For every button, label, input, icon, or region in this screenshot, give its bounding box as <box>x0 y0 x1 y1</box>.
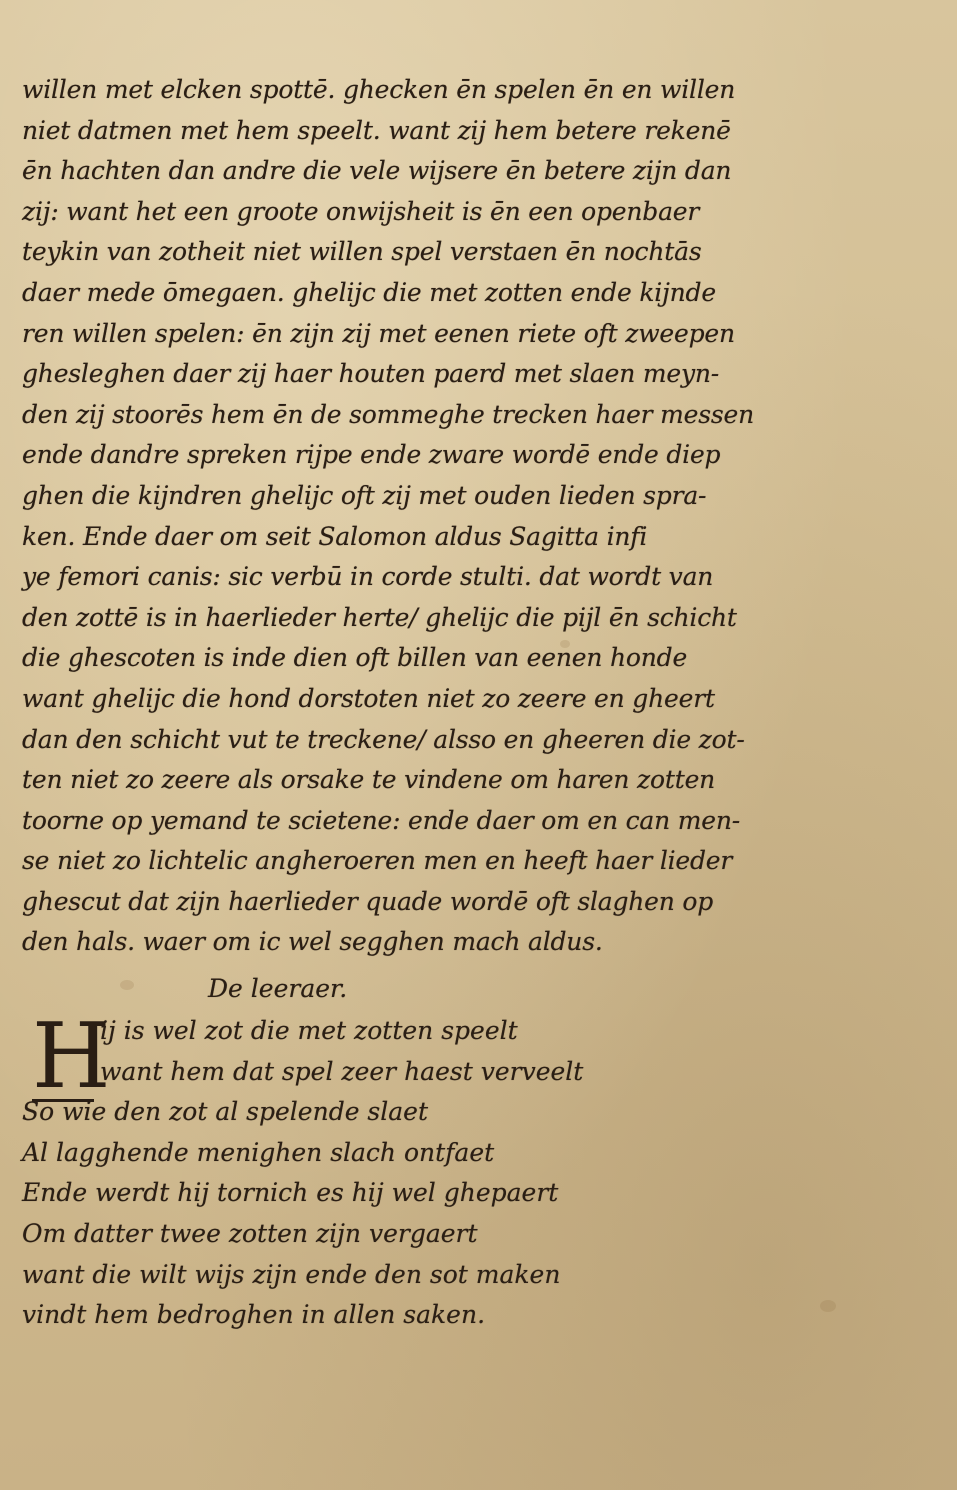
prose-paragraph <box>22 70 782 963</box>
verse-line: Al lagghende menighen slach ontfaet <box>22 1137 495 1167</box>
paper-stain <box>820 1300 836 1312</box>
prose-line: ye femori canis: sic verbū in corde stulti. dat wordt van <box>22 562 714 592</box>
prose-line: den zottē is in haerlieder herte/ ghelijc die pijl ēn schicht <box>22 602 737 632</box>
prose-line: toorne op yemand te scietene: ende daer om en can men- <box>22 805 741 835</box>
verse-line: want die wilt wijs zijn ende den sot maken <box>22 1259 561 1289</box>
prose-line: ren willen spelen: ēn zijn zij met eenen riete oft zweepen <box>22 318 735 348</box>
section-heading: De leeraer. <box>208 974 348 1004</box>
prose-line: ghescut dat zijn haerlieder quade wordē oft slaghen op <box>22 886 714 916</box>
prose-line: den hals. waer om ic wel segghen mach aldus. <box>22 927 603 957</box>
verse-line: Ende werdt hij tornich es hij wel ghepaert <box>22 1178 559 1208</box>
verse-line: want hem dat spel zeer haest verveelt <box>100 1056 584 1086</box>
prose-line: den zij stoorēs hem ēn de sommeghe trecken haer messen <box>22 399 755 429</box>
verse-line: Om datter twee zotten zijn vergaert <box>22 1219 478 1249</box>
prose-line: willen met elcken spottē. ghecken ēn spelen ēn en willen <box>22 75 736 104</box>
prose-line: ghesleghen daer zij haer houten paerd met slaen meyn- <box>22 359 720 389</box>
prose-line: se niet zo lichtelic angheroeren men en heeft haer lieder <box>22 846 733 876</box>
verse-block <box>22 1004 782 1336</box>
prose-line: teykin van zotheit niet willen spel verstaen ēn nochtās <box>22 237 702 267</box>
prose-line: daer mede ōmegaen. ghelijc die met zotten ende kijnde <box>22 277 716 307</box>
prose-line: ende dandre spreken rijpe ende zware wordē ende diep <box>22 440 721 470</box>
prose-line: niet datmen met hem speelt. want zij hem betere rekenē <box>22 115 731 145</box>
prose-line: ten niet zo zeere als orsake te vindene om haren zotten <box>22 765 716 795</box>
page-text <box>22 70 782 1336</box>
prose-line: ēn hachten dan andre die vele wijsere ēn betere zijn dan <box>22 156 732 186</box>
verse-line: ij is wel zot die met zotten speelt <box>100 1016 518 1046</box>
prose-line: ken. Ende daer om seit Salomon aldus Sagitta infi <box>22 521 648 551</box>
verse-line: vindt hem bedroghen in allen saken. <box>22 1300 486 1330</box>
prose-line: zij: want het een groote onwijsheit is ēn een openbaer <box>22 196 700 226</box>
verse-line: So wie den zot al spelende slaet <box>22 1097 429 1127</box>
drop-cap-initial: H <box>32 1004 111 1110</box>
prose-line: dan den schicht vut te treckene/ alsso en gheeren die zot- <box>22 724 745 754</box>
prose-line: die ghescoten is inde dien oft billen van eenen honde <box>22 643 688 673</box>
prose-line: want ghelijc die hond dorstoten niet zo zeere en gheert <box>22 683 715 713</box>
prose-line: ghen die kijndren ghelijc oft zij met ouden lieden spra- <box>22 480 707 510</box>
